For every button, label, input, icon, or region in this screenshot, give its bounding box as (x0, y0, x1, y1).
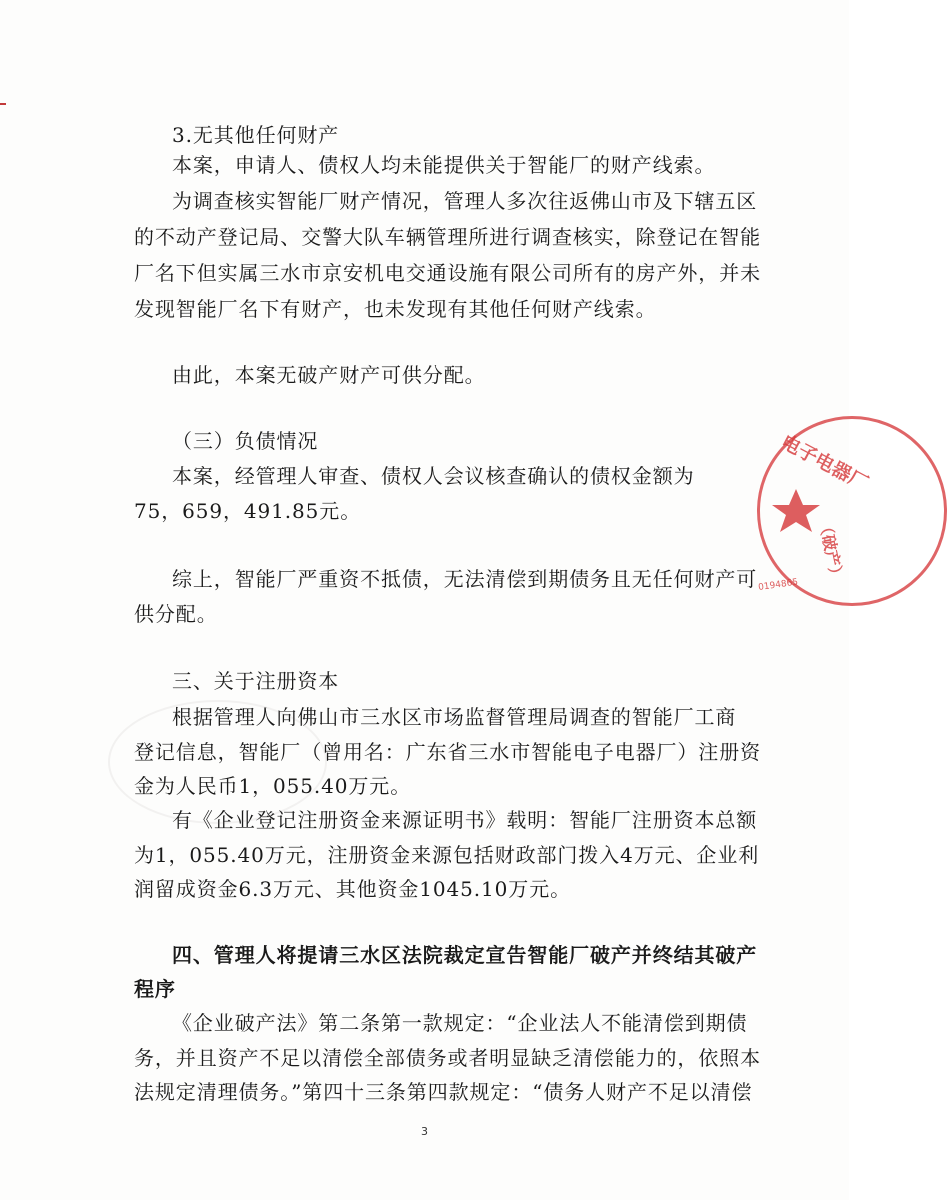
paragraph-line: 务，并且资产不足以清偿全部债务或者明显缺乏清偿能力的，依照本 (134, 1046, 761, 1070)
heading-no-other-property: 3.无其他任何财产 (172, 123, 340, 147)
paragraph-line: 为调查核实智能厂财产情况，管理人多次往返佛山市及下辖五区 (172, 189, 758, 213)
paragraph-line: 为1，055.40万元，注册资金来源包括财政部门拨入4万元、企业利 (134, 843, 760, 867)
heading-registered-capital: 三、关于注册资本 (172, 669, 340, 693)
paragraph-line: 本案，经管理人审查、债权人会议核查确认的债权金额为 (172, 464, 695, 488)
paragraph-line: 发现智能厂名下有财产，也未发现有其他任何财产线索。 (134, 297, 657, 321)
paragraph-line: 《企业破产法》第二条第一款规定：“企业法人不能清偿到期债 (172, 1011, 748, 1035)
paragraph-line: 有《企业登记注册资金来源证明书》载明：智能厂注册资本总额 (172, 808, 758, 832)
paragraph-line: 本案，申请人、债权人均未能提供关于智能厂的财产线索。 (172, 153, 716, 177)
heading-bankruptcy-ruling: 四、管理人将提请三水区法院裁定宣告智能厂破产并终结其破产 (172, 943, 758, 967)
paragraph-line: 润留成资金6.3万元、其他资金1045.10万元。 (134, 877, 572, 901)
claim-amount: 75，659，491.85元。 (134, 499, 362, 523)
seal-text-top: 电子电器厂 (777, 430, 872, 495)
paragraph-line: 厂名下但实属三水市京安机电交通设施有限公司所有的房产外，并未 (134, 261, 761, 285)
margin-mark (0, 103, 6, 105)
paragraph-line: 金为人民币1，055.40万元。 (134, 774, 412, 798)
faint-seal-impression (108, 700, 327, 824)
paragraph-line: 法规定清理债务。”第四十三条第四款规定：“债务人财产不足以清偿 (134, 1080, 753, 1104)
official-seal (757, 416, 947, 606)
paragraph-line: 登记信息，智能厂（曾用名：广东省三水市智能电子电器厂）注册资 (134, 740, 761, 764)
seal-serial: 0194865 (757, 577, 799, 594)
heading-bankruptcy-ruling-cont: 程序 (134, 977, 176, 1001)
paragraph-line: 根据管理人向佛山市三水区市场监督管理局调查的智能厂工商 (172, 705, 737, 729)
paragraph-line: 供分配。 (134, 602, 218, 626)
paragraph-line: 由此，本案无破产财产可供分配。 (172, 363, 486, 387)
seal-graphic (757, 419, 950, 609)
page-number: 3 (421, 1125, 428, 1138)
paragraph-line: 综上，智能厂严重资不抵债，无法清偿到期债务且无任何财产可 (172, 567, 758, 591)
paragraph-line: 的不动产登记局、交警大队车辆管理所进行调查核实，除登记在智能 (134, 225, 761, 249)
heading-liabilities: （三）负债情况 (172, 429, 319, 453)
seal-text-side: （破产） (814, 517, 847, 584)
seal-star-icon (772, 489, 820, 532)
